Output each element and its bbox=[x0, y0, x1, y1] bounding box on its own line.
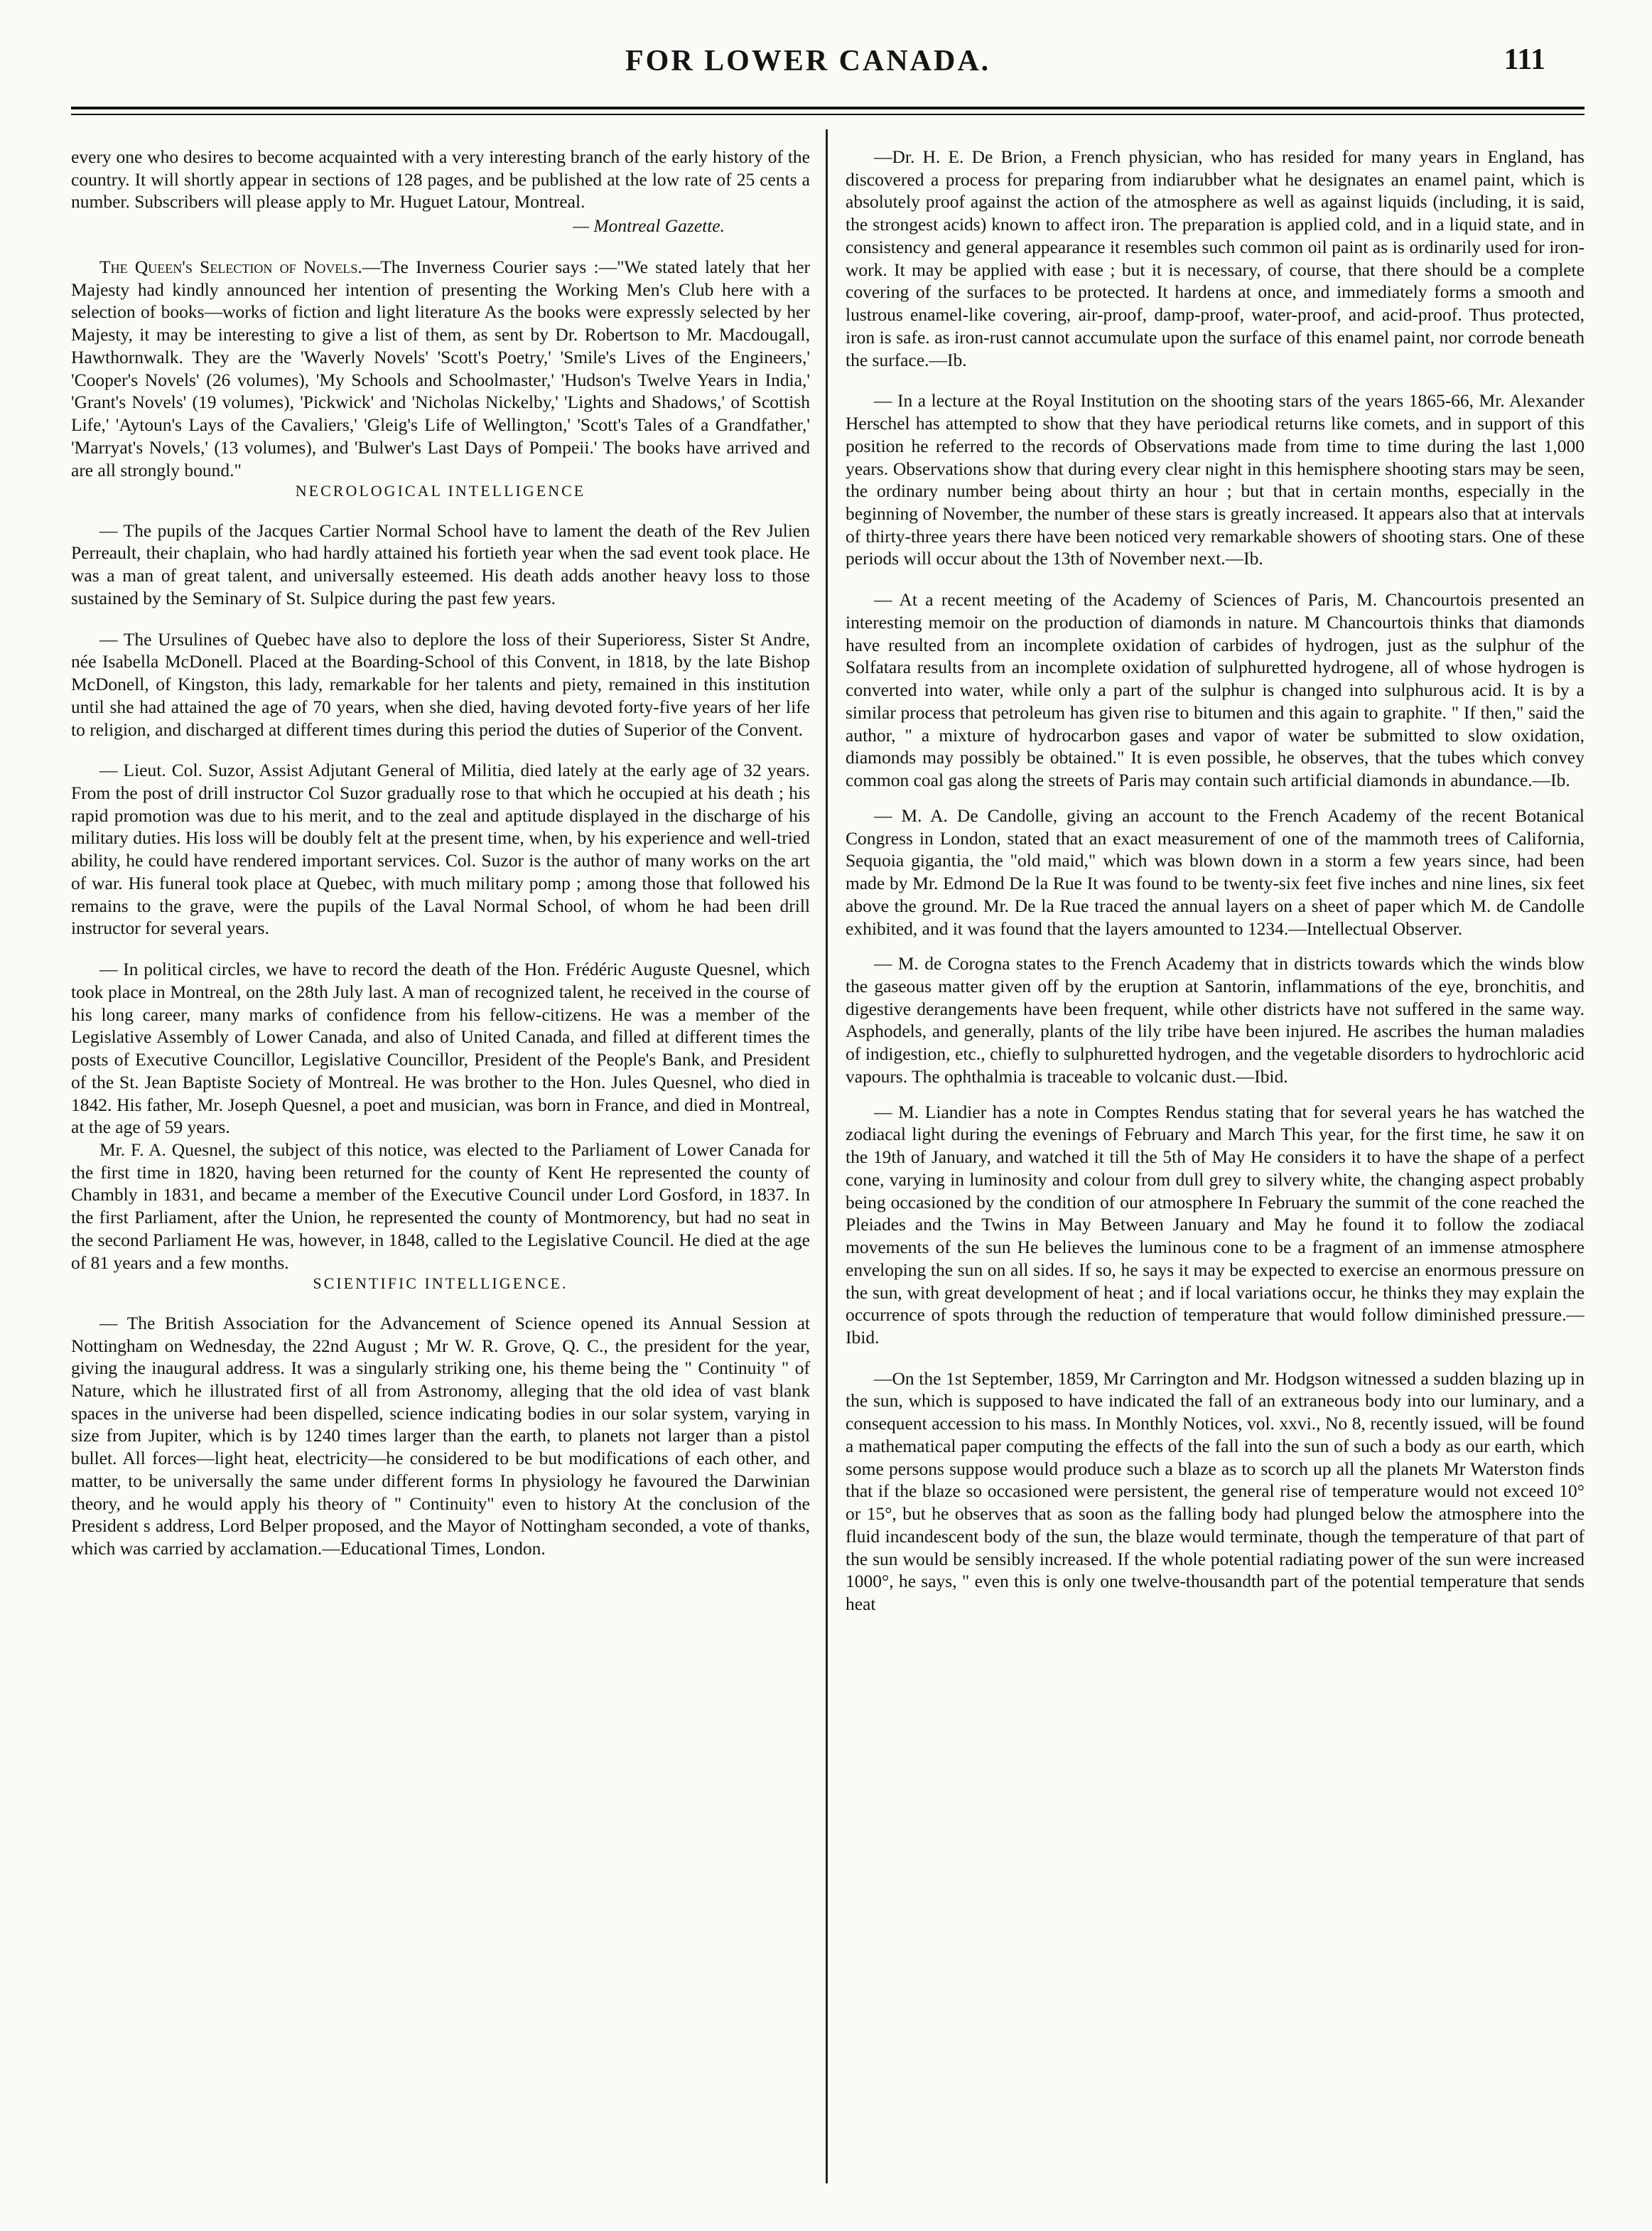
necrology-suzor: — Lieut. Col. Suzor, Assist Adjutant General of Militia, died lately at the early age of 32 years. From the post of drill instructor Col Suzor gradually rose to that which he occupied at his death ; his rapid promotion was due to his merit, and to the zeal and aptitude displayed in the discharge of his military duties. His loss will be doubly felt at the present time, when, by his experience and well-tried ability, he could have rendered important services. Col. Suzor is the author of many works on the art of war. His funeral took place at Quebec, with much military pomp ; among those that followed his remains to the grave, were the pupils of the Laval Normal School, of whom he had been drill instructor for several years. bbox=[71, 760, 810, 939]
necrology-quesnel-continued: Mr. F. A. Quesnel, the subject of this notice, was elected to the Parliament of Lower Canada for the first time in 1820, having been returned for the county of Kent He represented the county of Chambly in 1831, and became a member of the Executive Council under Lord Gosford, in 1837. In the first Parliament, after the Union, he represented the county of Montmorency, but had no seat in the second Parliament He was, however, in 1848, called to the Legislative Council. He died at the age of 81 years and a few months. bbox=[71, 1139, 810, 1273]
necrology-ursulines: — The Ursulines of Quebec have also to deplore the loss of their Superioress, Sister St Andre, née Isabella McDonell. Placed at the Boarding-School of this Convent, in 1818, by the late Bishop McDonell, of Kingston, this lady, remarkable for her talents and piety, remained in this institution until she had attained the age of 70 years, when she died, having devoted forty-five years of her life to religion, and discharged at different times during this period the duties of Superior of the Convent. bbox=[71, 628, 810, 740]
queens-selection-body: —The Inverness Courier says :—"We stated lately that her Majesty had kindly announced her intention of presenting the Working Men's Club here with a selection of books—works of fiction and light literature As the books were expressly selected by her Majesty, it may be interesting to give a list of them, as sent by Dr. Robertson to Mr. Macdougall, Hawthornwalk. They are the 'Waverly Novels' 'Scott's Poetry,' 'Smile's Lives of the Engineers,' 'Cooper's Novels' (26 volumes), 'My Schools and Schoolmaster,' 'Hudson's Twelve Years in India,' 'Grant's Novels' (19 volumes), 'Pickwick' and 'Nicholas Nickelby,' 'Lights and Shadows,' of Scottish Life,' 'Aytoun's Lays of the Cavaliers,' 'Gleig's Life of Wellington,' 'Scott's Tales of a Grandfather,' 'Marryat's Novels,' (13 volumes), and 'Bulwer's Last Days of Pompeii.' The books have arrived and are all strongly bound." bbox=[71, 256, 810, 480]
necrology-perreault: — The pupils of the Jacques Cartier Normal School have to lament the death of the Rev Julien Perreault, their chaplain, who had hardly attained his fortieth year when the sad event took place. He was a man of great talent, and universally esteemed. His death adds another heavy loss to those sustained by the Seminary of St. Sulpice during the past few years. bbox=[71, 520, 810, 608]
queens-selection-article bbox=[71, 256, 810, 481]
column-divider bbox=[826, 129, 828, 2183]
header-double-rule bbox=[71, 107, 1584, 115]
running-head-title: FOR LOWER CANADA. bbox=[625, 45, 991, 77]
science-solar-blaze: —On the 1st September, 1859, Mr Carrington and Mr. Hodgson witnessed a sudden blazing up in the sun, which is supposed to have indicated the fall of an extraneous body into our luminary, and a consequent accession to his mass. In Monthly Notices, vol. xxvi., No 8, recently issued, will be found a mathematical paper computing the effects of the fall into the sun of such a body as our earth, which some persons suppose would produce such a blaze as to scorch up all the planets Mr Waterston finds that if the blaze so occasioned were persistent, the general rise of temperature would not exceed 10° or 15°, but he observes that as soon as the falling body had plunged below the atmosphere into the fluid incandescent body of the sun, the blaze would terminate, though the temperature of that part of the sun would be sensibly increased. If the whole potential radiating power of the sun were increased 1000°, he says, " even this is only one twelve-thousandth part of the potential temperature that sends heat bbox=[846, 1367, 1584, 1615]
science-zodiacal-light: — M. Liandier has a note in Comptes Rendus stating that for several years he has watched the zodiacal light during the evenings of February and March This year, for the first time, he saw it on the 19th of January, and watched it till the 5th of May He considers it to have the shape of a perfect cone, varying in luminosity and colour from dull grey to silvery white, the changing aspect probably being occasioned by the condition of our atmosphere In February the summit of the cone reached the Pleiades and the Twins in May Between January and May he found it to follow the zodiacal movements of the sun He believes the luminous cone to be a fragment of an immense atmosphere enveloping the sun on all sides. If so, he says it may be expected to exercise an enormous pressure on the sun, with great development of heat ; and if local variations occur, he thinks they may explain the occurrence of spots through the reduction of temperature that would follow diminished pressure.—Ibid. bbox=[846, 1101, 1584, 1348]
intro-paragraph: every one who desires to become acquainted with a very interesting branch of the early history of the country. It will shortly appear in sections of 128 pages, and be published at the low rate of 25 cents a number. Subscribers will please apply to Mr. Huguet Latour, Montreal. bbox=[71, 146, 810, 213]
science-diamonds: — At a recent meeting of the Academy of Sciences of Paris, M. Chancourtois presented an interesting memoir on the production of diamonds in nature. M Chancourtois thinks that diamonds have resulted from an incomplete oxidation of carbides of hydrogen, just as the sulphur of the Solfatara results from an incomplete oxidation of sulphuretted hydrogene, all of whose hydrogen is converted into water, while only a part of the sulphur is changed into sulphurous acid. It is by a similar process that petroleum has given rise to bitumen and this again to graphite. " If then," said the author, " a mixture of hydrocarbon gases and vapor of water be submitted to slow oxidation, diamonds may possibly be obtained." It is even possible, he observes, that the tubes which convey common coal gas along the streets of Paris may contain such artificial diamonds in abundance.—Ib. bbox=[846, 589, 1584, 791]
necrology-quesnel: — In political circles, we have to record the death of the Hon. Frédéric Auguste Quesnel, which took place in Montreal, on the 28th July last. A man of recognized talent, he received in the course of his long career, many marks of confidence from his fellow-citizens. He was a member of the Legislative Assembly of Lower Canada, and also of United Canada, and filled at different times the posts of Executive Councillor, Legislative Councillor, President of the People's Bank, and President of the St. Jean Baptiste Society of Montreal. He was brother to the Hon. Jules Quesnel, who died in 1842. His father, Mr. Joseph Quesnel, a poet and musician, was born in France, and died in Montreal, at the age of 59 years. bbox=[71, 959, 810, 1138]
necrological-heading: NECROLOGICAL INTELLIGENCE bbox=[295, 482, 586, 500]
science-british-association: — The British Association for the Advancement of Science opened its Annual Session at Nottingham on Wednesday, the 22nd August ; Mr W. R. Grove, Q. C., the president for the year, giving the inaugural address. It was a singularly striking one, his theme being the " Continuity " of Nature, which he illustrated first of all from Astronomy, alleging that the old idea of vast blank spaces in the universe had been dispelled, science indicating bodies in our solar system, varying in size from Jupiter, which is by 1240 times larger than the earth, to planets not larger than a pistol bullet. All forces—light heat, electricity—he considered to be but modifications of each other, and matter, to be universally the same under different forms In physiology he favoured the Darwinian theory, and he would apply his theory of " Continuity" even to history At the conclusion of the President s address, Lord Belper proposed, and the Mayor of Nottingham seconded, a vote of thanks, which was carried by acclamation.—Educational Times, London. bbox=[71, 1312, 810, 1559]
science-enamel-paint: —Dr. H. E. De Brion, a French physician, who has resided for many years in England, has discovered a process for preparing from indiarubber what he designates an enamel paint, which is absolutely proof against the action of the atmosphere as well as against liquids (including, it is said, the strongest acids) known to affect iron. The preparation is applied cold, and in a liquid state, and in consistency and general appearance it resembles such common oil paint as is ordinarily used for iron-work. It may be applied with ease ; but it is necessary, of course, that there should be a complete covering of the surfaces to be protected. It hardens at once, and immediately forms a smooth and lustrous enamel-like covering, air-proof, damp-proof, water-proof, and acid-proof. Thus protected, iron is safe. as iron-rust cannot accumulate upon the surface of this enamel paint, nor corrode beneath the surface.—Ib. bbox=[846, 146, 1584, 370]
science-shooting-stars: — In a lecture at the Royal Institution on the shooting stars of the years 1865-66, Mr. Alexander Herschel has attempted to show that they have periodical returns like comets, and in support of this position he referred to the records of Observations made from time to time during the last 1,000 years. Observations show that during every clear night in this hemisphere shooting stars may be seen, the ordinary number being about thirty an hour ; but that in certain months, especially in the beginning of November, the number of these stars is greatly increased. It appears also that at intervals of thirty-three years there have been noticed very remarkable showers of shooting stars. One of these periods will occur about the 13th of November next.—Ib. bbox=[846, 390, 1584, 569]
scientific-heading: SCIENTIFIC INTELLIGENCE. bbox=[313, 1274, 568, 1293]
page-number: 111 bbox=[1503, 43, 1545, 76]
science-santorin: — M. de Corogna states to the French Academy that in districts towards which the winds blow the gaseous matter given off by the eruption at Santorin, inflammations of the eye, bronchitis, and digestive derangements have been frequent, while other districts have not suffered in the same way. Asphodels, and generally, plants of the lily tribe have been injured. He ascribes the human maladies of indigestion, etc., chiefly to sulphuretted hydrogen, and the vegetable disorders to hydrochloric acid vapours. The ophthalmia is traceable to volcanic dust.—Ibid. bbox=[846, 953, 1584, 1087]
queens-selection-lead: The Queen's Selection of Novels. bbox=[99, 256, 362, 277]
intro-attribution: — Montreal Gazette. bbox=[573, 215, 725, 237]
right-column bbox=[846, 146, 1584, 2193]
left-column bbox=[71, 146, 810, 2193]
science-sequoia: — M. A. De Candolle, giving an account to the French Academy of the recent Botanical Congress in London, stated that an exact measurement of one of the mammoth trees of California, Sequoia gigantia, the "old maid," which was blown down in a storm a few years since, had been made by Mr. Edmond De la Rue It was found to be twenty-six feet five inches and nine lines, six feet above the ground. Mr. De la Rue traced the annual layers on a sheet of paper which M. de Candolle exhibited, and it was found that the layers amounted to 1234.—Intellectual Observer. bbox=[846, 805, 1584, 939]
